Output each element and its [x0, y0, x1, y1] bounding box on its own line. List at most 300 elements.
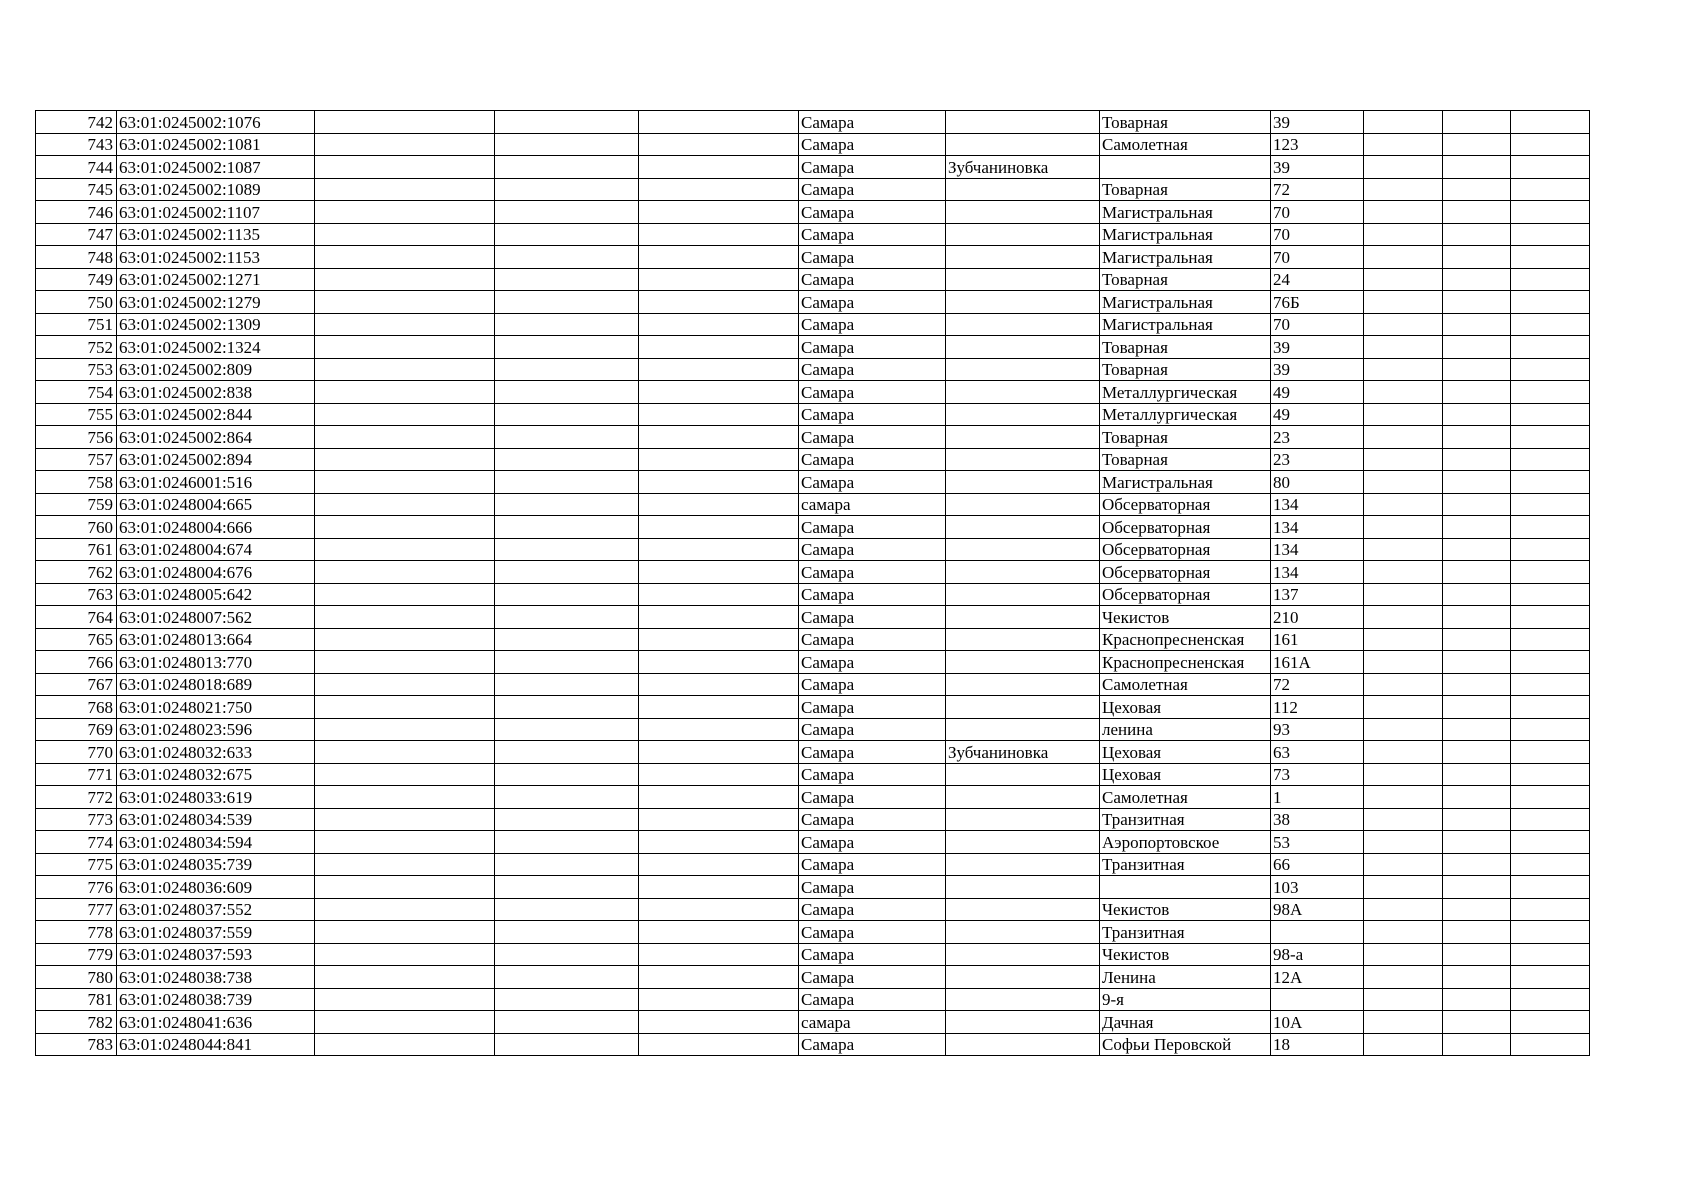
cadastral-number-cell: 63:01:0245002:1271 — [117, 268, 315, 291]
empty-cell — [1511, 201, 1590, 224]
table-row — [36, 336, 1590, 359]
city-cell: Самара — [799, 966, 946, 989]
empty-cell — [1443, 381, 1511, 404]
empty-cell — [1511, 1011, 1590, 1034]
empty-cell — [1511, 741, 1590, 764]
house-cell: 161А — [1271, 651, 1364, 674]
table-row — [36, 921, 1590, 944]
empty-cell — [1511, 628, 1590, 651]
empty-cell — [1364, 876, 1443, 899]
table-row — [36, 876, 1590, 899]
street-cell: Магистральная — [1100, 291, 1271, 314]
empty-cell — [315, 403, 495, 426]
cadastral-number-cell: 63:01:0248018:689 — [117, 673, 315, 696]
empty-cell — [1364, 538, 1443, 561]
house-cell: 76Б — [1271, 291, 1364, 314]
empty-cell — [1364, 246, 1443, 269]
empty-cell — [1364, 493, 1443, 516]
table-row — [36, 223, 1590, 246]
empty-cell — [315, 426, 495, 449]
empty-cell — [639, 381, 799, 404]
empty-cell — [639, 1033, 799, 1056]
empty-cell — [495, 426, 639, 449]
empty-cell — [495, 448, 639, 471]
street-cell: Товарная — [1100, 448, 1271, 471]
row-number-cell: 745 — [36, 178, 117, 201]
empty-cell — [315, 381, 495, 404]
table-row — [36, 966, 1590, 989]
empty-cell — [315, 583, 495, 606]
empty-cell — [1364, 426, 1443, 449]
row-number-cell: 758 — [36, 471, 117, 494]
city-cell: Самара — [799, 921, 946, 944]
empty-cell — [1443, 628, 1511, 651]
house-cell: 73 — [1271, 763, 1364, 786]
empty-cell — [1511, 426, 1590, 449]
empty-cell — [639, 223, 799, 246]
street-cell: Обсерваторная — [1100, 493, 1271, 516]
empty-cell — [1364, 516, 1443, 539]
empty-cell — [639, 313, 799, 336]
cadastral-number-cell: 63:01:0246001:516 — [117, 471, 315, 494]
cadastral-number-cell: 63:01:0245002:809 — [117, 358, 315, 381]
empty-cell — [315, 628, 495, 651]
street-cell: Ленина — [1100, 966, 1271, 989]
district-cell — [946, 178, 1100, 201]
empty-cell — [1364, 561, 1443, 584]
empty-cell — [1443, 133, 1511, 156]
empty-cell — [1511, 718, 1590, 741]
empty-cell — [315, 291, 495, 314]
city-cell: Самара — [799, 291, 946, 314]
empty-cell — [495, 921, 639, 944]
empty-cell — [315, 471, 495, 494]
house-cell: 70 — [1271, 201, 1364, 224]
city-cell: Самара — [799, 336, 946, 359]
empty-cell — [1364, 898, 1443, 921]
house-cell: 123 — [1271, 133, 1364, 156]
row-number-cell: 775 — [36, 853, 117, 876]
empty-cell — [639, 673, 799, 696]
district-cell — [946, 808, 1100, 831]
empty-cell — [315, 1033, 495, 1056]
district-cell — [946, 516, 1100, 539]
house-cell: 70 — [1271, 313, 1364, 336]
house-cell: 39 — [1271, 336, 1364, 359]
cadastral-number-cell: 63:01:0248037:559 — [117, 921, 315, 944]
house-cell: 72 — [1271, 673, 1364, 696]
empty-cell — [639, 921, 799, 944]
row-number-cell: 765 — [36, 628, 117, 651]
empty-cell — [1443, 493, 1511, 516]
empty-cell — [1511, 403, 1590, 426]
cadastral-number-cell: 63:01:0248035:739 — [117, 853, 315, 876]
empty-cell — [315, 988, 495, 1011]
row-number-cell: 750 — [36, 291, 117, 314]
cadastral-number-cell: 63:01:0245002:838 — [117, 381, 315, 404]
street-cell: Чекистов — [1100, 606, 1271, 629]
street-cell — [1100, 156, 1271, 179]
empty-cell — [1364, 133, 1443, 156]
empty-cell — [1511, 988, 1590, 1011]
city-cell: Самара — [799, 876, 946, 899]
street-cell: Магистральная — [1100, 246, 1271, 269]
street-cell: Транзитная — [1100, 921, 1271, 944]
empty-cell — [495, 201, 639, 224]
empty-cell — [1364, 808, 1443, 831]
empty-cell — [1443, 516, 1511, 539]
cadastral-number-cell: 63:01:0248032:633 — [117, 741, 315, 764]
empty-cell — [1443, 561, 1511, 584]
empty-cell — [1511, 763, 1590, 786]
empty-cell — [315, 921, 495, 944]
cadastral-number-cell: 63:01:0245002:1089 — [117, 178, 315, 201]
city-cell: Самара — [799, 831, 946, 854]
house-cell: 72 — [1271, 178, 1364, 201]
street-cell: Товарная — [1100, 268, 1271, 291]
district-cell — [946, 966, 1100, 989]
empty-cell — [639, 808, 799, 831]
row-number-cell: 779 — [36, 943, 117, 966]
table-row — [36, 696, 1590, 719]
row-number-cell: 744 — [36, 156, 117, 179]
empty-cell — [1511, 1033, 1590, 1056]
empty-cell — [1511, 606, 1590, 629]
city-cell: Самара — [799, 156, 946, 179]
empty-cell — [1511, 831, 1590, 854]
row-number-cell: 781 — [36, 988, 117, 1011]
empty-cell — [639, 628, 799, 651]
empty-cell — [639, 718, 799, 741]
empty-cell — [1511, 156, 1590, 179]
empty-cell — [495, 741, 639, 764]
district-cell — [946, 336, 1100, 359]
city-cell: Самара — [799, 696, 946, 719]
cadastral-number-cell: 63:01:0248023:596 — [117, 718, 315, 741]
empty-cell — [1364, 358, 1443, 381]
street-cell: Обсерваторная — [1100, 561, 1271, 584]
street-cell: Товарная — [1100, 336, 1271, 359]
empty-cell — [1443, 111, 1511, 134]
empty-cell — [315, 201, 495, 224]
cadastral-number-cell: 63:01:0245002:1153 — [117, 246, 315, 269]
empty-cell — [1511, 133, 1590, 156]
house-cell: 134 — [1271, 493, 1364, 516]
table-row — [36, 943, 1590, 966]
cadastral-number-cell: 63:01:0248032:675 — [117, 763, 315, 786]
table-row — [36, 853, 1590, 876]
house-cell: 12А — [1271, 966, 1364, 989]
table-row — [36, 516, 1590, 539]
street-cell: Самолетная — [1100, 786, 1271, 809]
house-cell: 53 — [1271, 831, 1364, 854]
row-number-cell: 770 — [36, 741, 117, 764]
house-cell: 112 — [1271, 696, 1364, 719]
table-row — [36, 291, 1590, 314]
city-cell: Самара — [799, 628, 946, 651]
empty-cell — [639, 1011, 799, 1034]
house-cell: 70 — [1271, 223, 1364, 246]
table-row — [36, 673, 1590, 696]
district-cell — [946, 268, 1100, 291]
street-cell: Магистральная — [1100, 313, 1271, 336]
table-row — [36, 831, 1590, 854]
table-row — [36, 111, 1590, 134]
table-row — [36, 201, 1590, 224]
street-cell: Цеховая — [1100, 741, 1271, 764]
empty-cell — [315, 606, 495, 629]
table-row — [36, 268, 1590, 291]
street-cell: Самолетная — [1100, 133, 1271, 156]
empty-cell — [639, 426, 799, 449]
empty-cell — [315, 268, 495, 291]
cadastral-number-cell: 63:01:0245002:844 — [117, 403, 315, 426]
district-cell — [946, 786, 1100, 809]
row-number-cell: 761 — [36, 538, 117, 561]
empty-cell — [1364, 291, 1443, 314]
row-number-cell: 742 — [36, 111, 117, 134]
empty-cell — [1443, 1011, 1511, 1034]
row-number-cell: 763 — [36, 583, 117, 606]
empty-cell — [495, 268, 639, 291]
district-cell — [946, 921, 1100, 944]
empty-cell — [1511, 898, 1590, 921]
empty-cell — [1511, 966, 1590, 989]
empty-cell — [1443, 921, 1511, 944]
empty-cell — [639, 471, 799, 494]
house-cell: 24 — [1271, 268, 1364, 291]
empty-cell — [1443, 988, 1511, 1011]
table-body — [36, 111, 1590, 1056]
district-cell — [946, 246, 1100, 269]
cadastral-number-cell: 63:01:0245002:1279 — [117, 291, 315, 314]
empty-cell — [1443, 853, 1511, 876]
empty-cell — [495, 763, 639, 786]
city-cell: Самара — [799, 268, 946, 291]
empty-cell — [1511, 448, 1590, 471]
district-cell — [946, 358, 1100, 381]
row-number-cell: 759 — [36, 493, 117, 516]
house-cell: 134 — [1271, 516, 1364, 539]
table-row — [36, 403, 1590, 426]
empty-cell — [495, 111, 639, 134]
street-cell: Чекистов — [1100, 898, 1271, 921]
house-cell: 1 — [1271, 786, 1364, 809]
empty-cell — [1364, 966, 1443, 989]
empty-cell — [639, 178, 799, 201]
row-number-cell: 756 — [36, 426, 117, 449]
table-row — [36, 1033, 1590, 1056]
empty-cell — [1443, 1033, 1511, 1056]
district-cell — [946, 1011, 1100, 1034]
empty-cell — [639, 988, 799, 1011]
cadastral-number-cell: 63:01:0248038:739 — [117, 988, 315, 1011]
empty-cell — [315, 898, 495, 921]
empty-cell — [1364, 381, 1443, 404]
empty-cell — [1511, 336, 1590, 359]
empty-cell — [639, 268, 799, 291]
empty-cell — [315, 223, 495, 246]
street-cell: Цеховая — [1100, 763, 1271, 786]
table-row — [36, 156, 1590, 179]
street-cell: Краснопресненская — [1100, 651, 1271, 674]
house-cell: 80 — [1271, 471, 1364, 494]
district-cell — [946, 111, 1100, 134]
empty-cell — [1511, 651, 1590, 674]
table-row — [36, 763, 1590, 786]
district-cell — [946, 831, 1100, 854]
empty-cell — [1443, 943, 1511, 966]
empty-cell — [639, 763, 799, 786]
district-cell — [946, 201, 1100, 224]
row-number-cell: 777 — [36, 898, 117, 921]
district-cell — [946, 538, 1100, 561]
empty-cell — [1364, 988, 1443, 1011]
empty-cell — [1443, 471, 1511, 494]
empty-cell — [315, 696, 495, 719]
empty-cell — [1364, 156, 1443, 179]
district-cell: Зубчаниновка — [946, 741, 1100, 764]
empty-cell — [1364, 178, 1443, 201]
empty-cell — [495, 786, 639, 809]
district-cell — [946, 426, 1100, 449]
row-number-cell: 773 — [36, 808, 117, 831]
street-cell: Софьи Перовской — [1100, 1033, 1271, 1056]
empty-cell — [639, 538, 799, 561]
table-row — [36, 628, 1590, 651]
city-cell: Самара — [799, 403, 946, 426]
empty-cell — [1511, 538, 1590, 561]
empty-cell — [1511, 246, 1590, 269]
empty-cell — [1443, 696, 1511, 719]
empty-cell — [1364, 853, 1443, 876]
empty-cell — [1443, 448, 1511, 471]
district-cell — [946, 493, 1100, 516]
empty-cell — [495, 381, 639, 404]
cadastral-number-cell: 63:01:0245002:1076 — [117, 111, 315, 134]
house-cell: 39 — [1271, 358, 1364, 381]
cadastral-number-cell: 63:01:0245002:864 — [117, 426, 315, 449]
empty-cell — [1443, 426, 1511, 449]
district-cell — [946, 943, 1100, 966]
row-number-cell: 752 — [36, 336, 117, 359]
empty-cell — [315, 786, 495, 809]
empty-cell — [639, 201, 799, 224]
empty-cell — [1443, 538, 1511, 561]
street-cell: Краснопресненская — [1100, 628, 1271, 651]
empty-cell — [1364, 786, 1443, 809]
empty-cell — [315, 853, 495, 876]
empty-cell — [495, 943, 639, 966]
empty-cell — [495, 853, 639, 876]
empty-cell — [495, 831, 639, 854]
house-cell: 93 — [1271, 718, 1364, 741]
cadastral-number-cell: 63:01:0245002:1107 — [117, 201, 315, 224]
table-row — [36, 988, 1590, 1011]
cadastral-number-cell: 63:01:0245002:894 — [117, 448, 315, 471]
empty-cell — [1443, 606, 1511, 629]
city-cell: Самара — [799, 786, 946, 809]
empty-cell — [639, 786, 799, 809]
district-cell — [946, 876, 1100, 899]
empty-cell — [495, 403, 639, 426]
empty-cell — [1511, 291, 1590, 314]
row-number-cell: 778 — [36, 921, 117, 944]
house-cell: 10А — [1271, 1011, 1364, 1034]
city-cell: Самара — [799, 516, 946, 539]
empty-cell — [1511, 673, 1590, 696]
empty-cell — [495, 808, 639, 831]
empty-cell — [495, 876, 639, 899]
empty-cell — [1443, 876, 1511, 899]
city-cell: Самара — [799, 1033, 946, 1056]
city-cell: Самара — [799, 718, 946, 741]
empty-cell — [315, 246, 495, 269]
row-number-cell: 762 — [36, 561, 117, 584]
empty-cell — [1443, 831, 1511, 854]
empty-cell — [315, 651, 495, 674]
house-cell — [1271, 921, 1364, 944]
empty-cell — [1443, 336, 1511, 359]
empty-cell — [495, 606, 639, 629]
empty-cell — [639, 943, 799, 966]
empty-cell — [639, 493, 799, 516]
empty-cell — [495, 561, 639, 584]
district-cell — [946, 381, 1100, 404]
table-row — [36, 808, 1590, 831]
street-cell: Товарная — [1100, 358, 1271, 381]
empty-cell — [315, 133, 495, 156]
row-number-cell: 780 — [36, 966, 117, 989]
empty-cell — [1511, 268, 1590, 291]
city-cell: Самара — [799, 943, 946, 966]
table-row — [36, 741, 1590, 764]
empty-cell — [639, 853, 799, 876]
empty-cell — [495, 673, 639, 696]
empty-cell — [315, 178, 495, 201]
empty-cell — [1443, 268, 1511, 291]
empty-cell — [495, 898, 639, 921]
empty-cell — [1364, 313, 1443, 336]
empty-cell — [1364, 606, 1443, 629]
empty-cell — [1511, 583, 1590, 606]
empty-cell — [1364, 696, 1443, 719]
cadastral-number-cell: 63:01:0248005:642 — [117, 583, 315, 606]
cadastral-number-cell: 63:01:0245002:1324 — [117, 336, 315, 359]
cadastral-number-cell: 63:01:0248044:841 — [117, 1033, 315, 1056]
empty-cell — [1364, 223, 1443, 246]
row-number-cell: 766 — [36, 651, 117, 674]
empty-cell — [1443, 583, 1511, 606]
city-cell: Самара — [799, 538, 946, 561]
city-cell: самара — [799, 493, 946, 516]
empty-cell — [1511, 178, 1590, 201]
empty-cell — [1443, 156, 1511, 179]
house-cell: 66 — [1271, 853, 1364, 876]
empty-cell — [1511, 223, 1590, 246]
empty-cell — [1364, 111, 1443, 134]
data-table — [35, 110, 1590, 1056]
empty-cell — [495, 696, 639, 719]
cadastral-number-cell: 63:01:0248036:609 — [117, 876, 315, 899]
empty-cell — [1443, 313, 1511, 336]
empty-cell — [495, 583, 639, 606]
cadastral-number-cell: 63:01:0248013:770 — [117, 651, 315, 674]
house-cell: 103 — [1271, 876, 1364, 899]
city-cell: Самара — [799, 133, 946, 156]
house-cell: 49 — [1271, 381, 1364, 404]
row-number-cell: 751 — [36, 313, 117, 336]
